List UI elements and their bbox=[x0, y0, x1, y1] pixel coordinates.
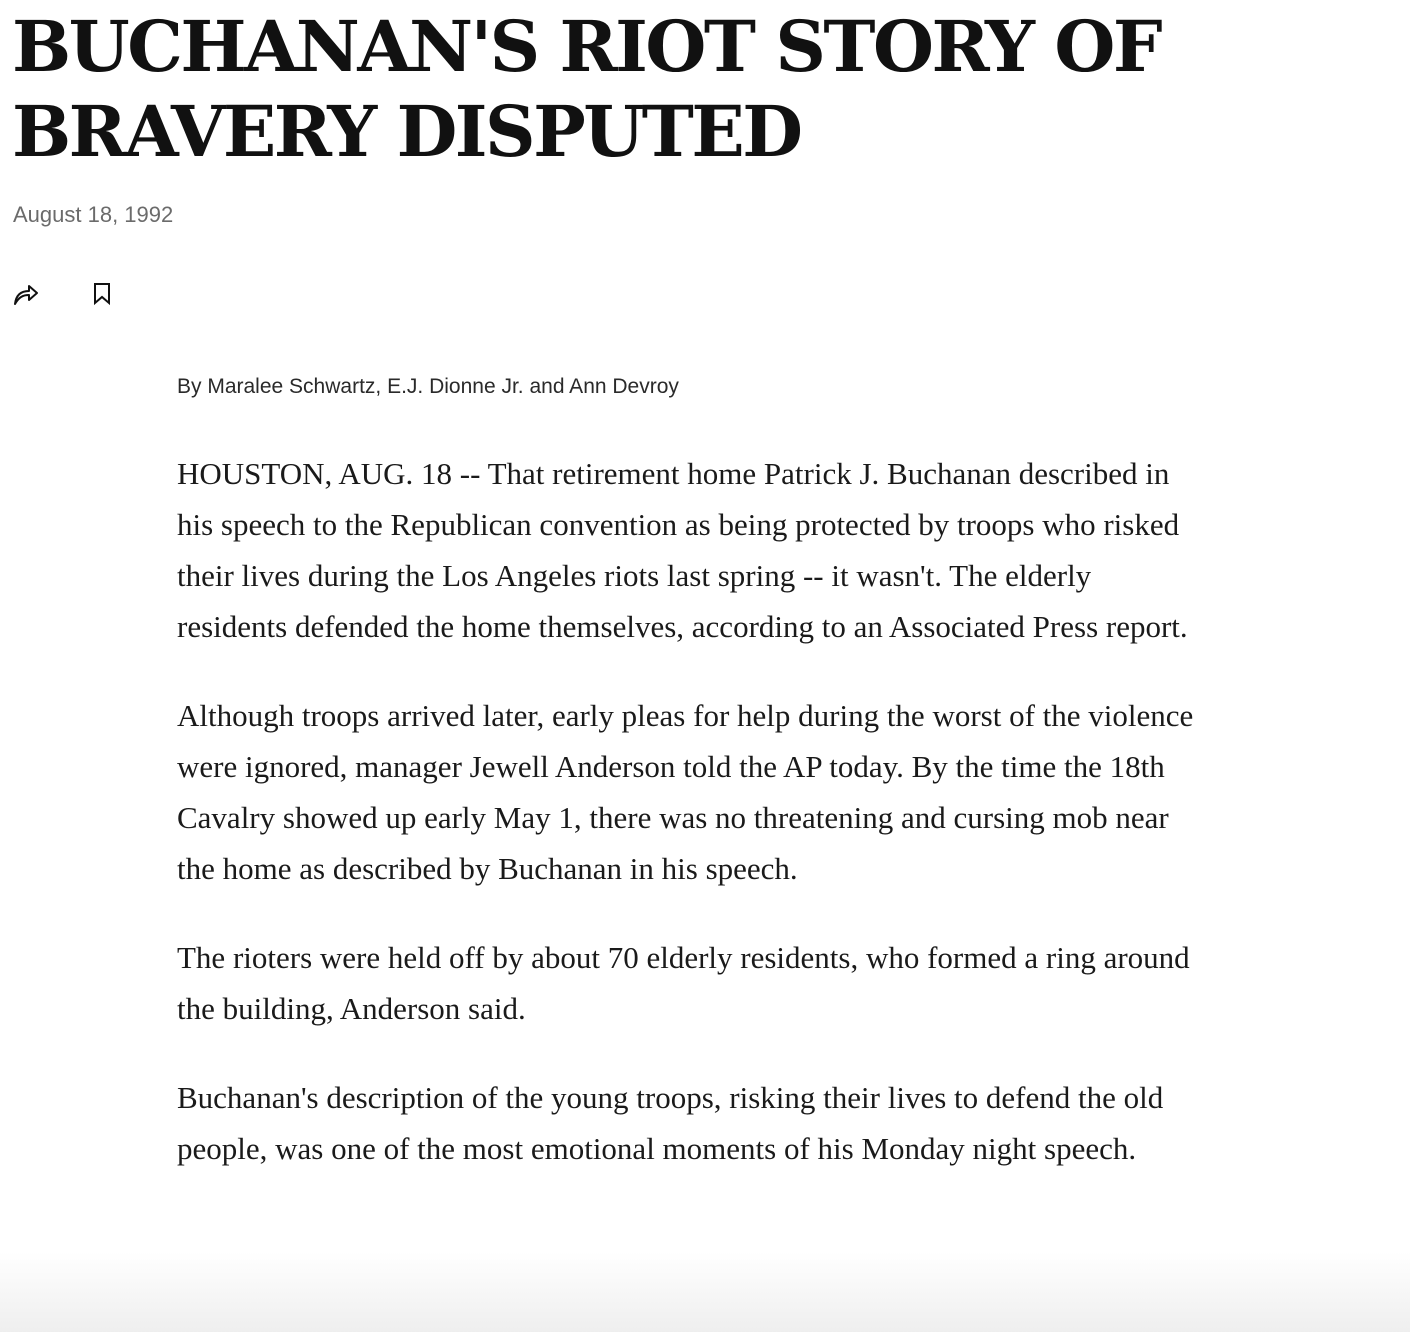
paragraph: HOUSTON, AUG. 18 -- That retirement home Patrick J. Buchanan described in his speech to the Republican convention as being protected by troops who risked their lives during the Los Angeles riots last spring -- it wasn't. The elderly residents defended the home themselves, according to an Associated Press report. bbox=[177, 456, 1188, 644]
paragraph: Although troops arrived later, early pleas for help during the worst of the violence were ignored, manager Jewell Anderson told the AP today. By the time the 18th Cavalry showed up early May 1, there was no threatening and cursing mob near the home as described by Buchanan in his speech. bbox=[177, 698, 1194, 886]
share-icon bbox=[12, 280, 40, 308]
article-actions bbox=[12, 280, 116, 308]
article-body bbox=[177, 448, 1207, 1212]
bottom-fade bbox=[0, 1252, 1410, 1332]
publish-date: August 18, 1992 bbox=[13, 202, 174, 227]
bookmark-button[interactable] bbox=[88, 280, 116, 308]
bookmark-icon bbox=[88, 280, 116, 308]
headline: BUCHANAN'S RIOT STORY OF BRAVERY DISPUTED bbox=[12, 5, 1161, 173]
share-button[interactable] bbox=[12, 280, 40, 308]
paragraph: The rioters were held off by about 70 elderly residents, who formed a ring around the building, Anderson said. bbox=[177, 940, 1190, 1026]
paragraph: Buchanan's description of the young troops, risking their lives to defend the old people, was one of the most emotional moments of his Monday night speech. bbox=[177, 1080, 1164, 1166]
byline: By Maralee Schwartz, E.J. Dionne Jr. and Ann Devroy bbox=[177, 375, 679, 398]
